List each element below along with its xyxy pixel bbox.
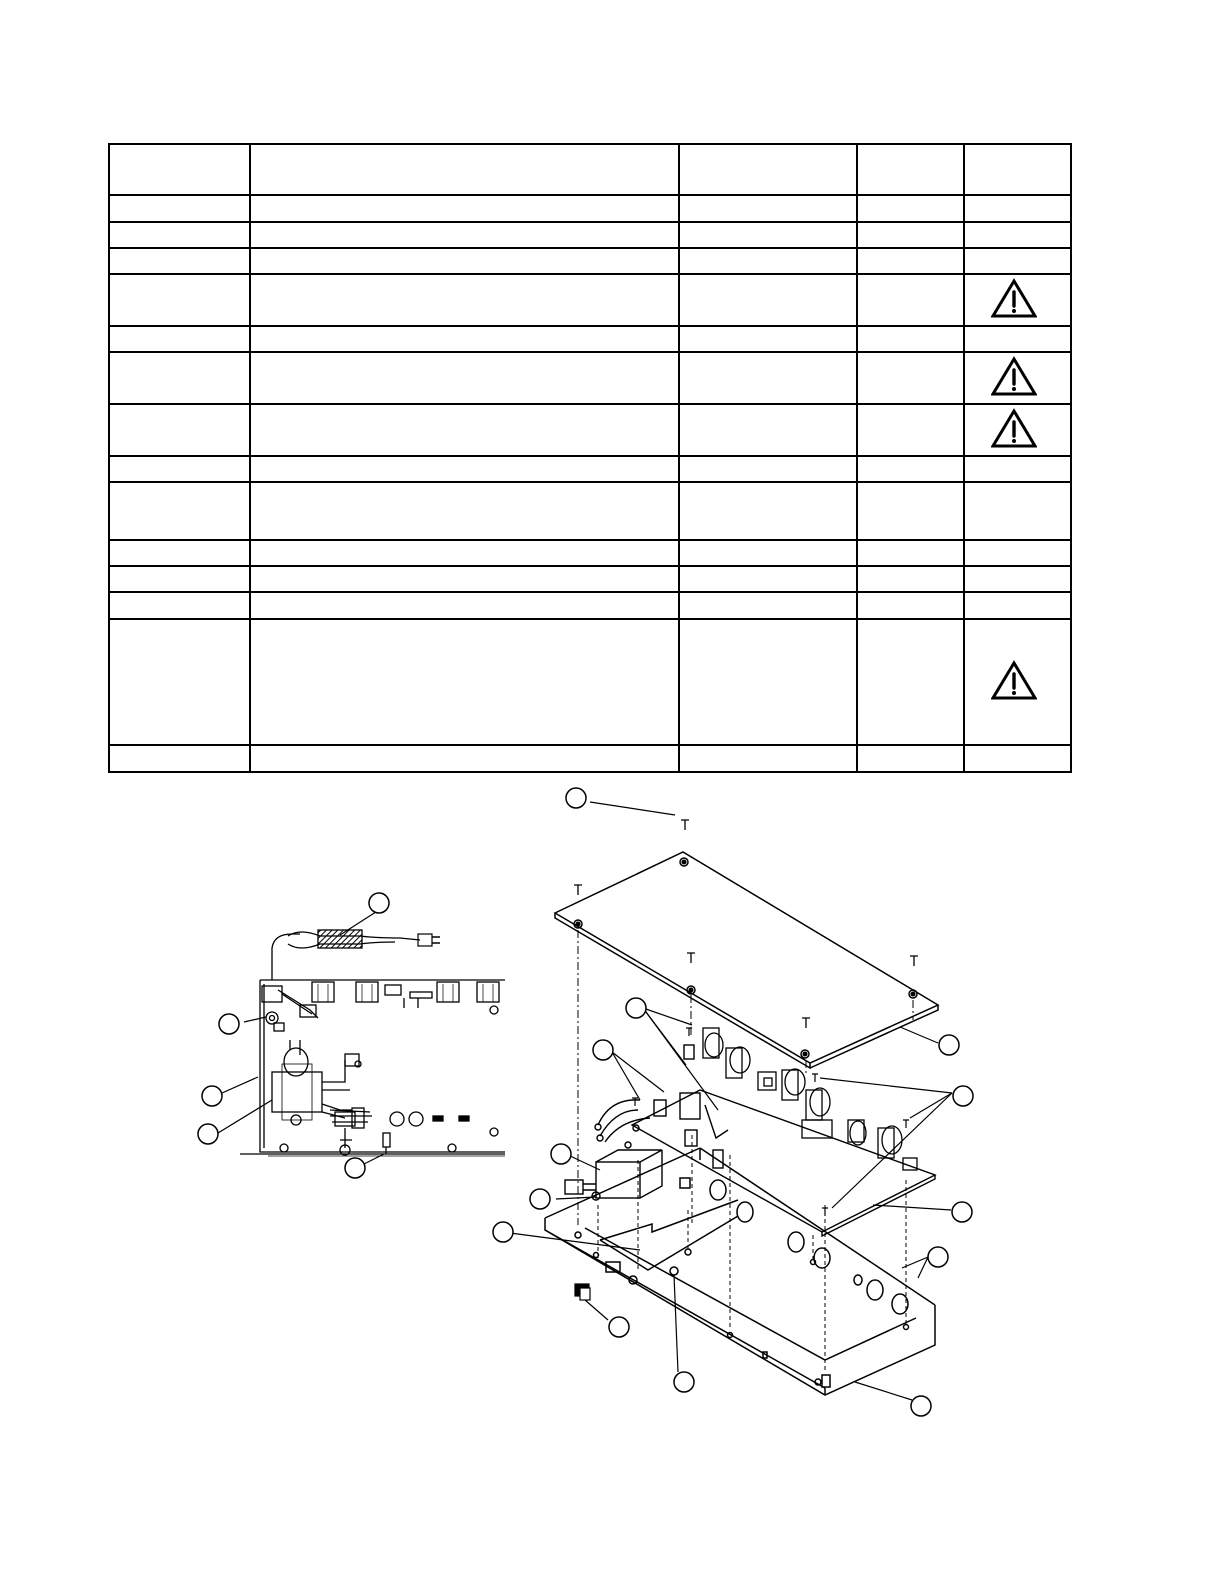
callout-circle xyxy=(345,1158,365,1178)
top-cover xyxy=(555,852,938,1068)
chassis-top-view xyxy=(240,930,505,1156)
callout-circle xyxy=(493,1222,513,1242)
callout-circle xyxy=(551,1144,571,1164)
callout-circle xyxy=(566,788,586,808)
callout-circle xyxy=(939,1035,959,1055)
callout-circle xyxy=(593,1040,613,1060)
pcb-screws xyxy=(632,1028,909,1216)
callout-circle xyxy=(626,998,646,1018)
callout-circle xyxy=(198,1124,218,1144)
callout-circle xyxy=(953,1086,973,1106)
power-switch xyxy=(575,1284,590,1300)
callout-circle xyxy=(530,1189,550,1209)
callout-circle xyxy=(369,893,389,913)
cover-screws xyxy=(574,820,918,1028)
callout-circle xyxy=(911,1396,931,1416)
callout-circle xyxy=(952,1202,972,1222)
callout-circle xyxy=(202,1086,222,1106)
callout-circle xyxy=(674,1372,694,1392)
callout-circle xyxy=(928,1247,948,1267)
callout-circle xyxy=(219,1014,239,1034)
callout-group xyxy=(198,788,973,1416)
dashed-mount-lines xyxy=(598,1135,906,1370)
callout-circle xyxy=(609,1317,629,1337)
